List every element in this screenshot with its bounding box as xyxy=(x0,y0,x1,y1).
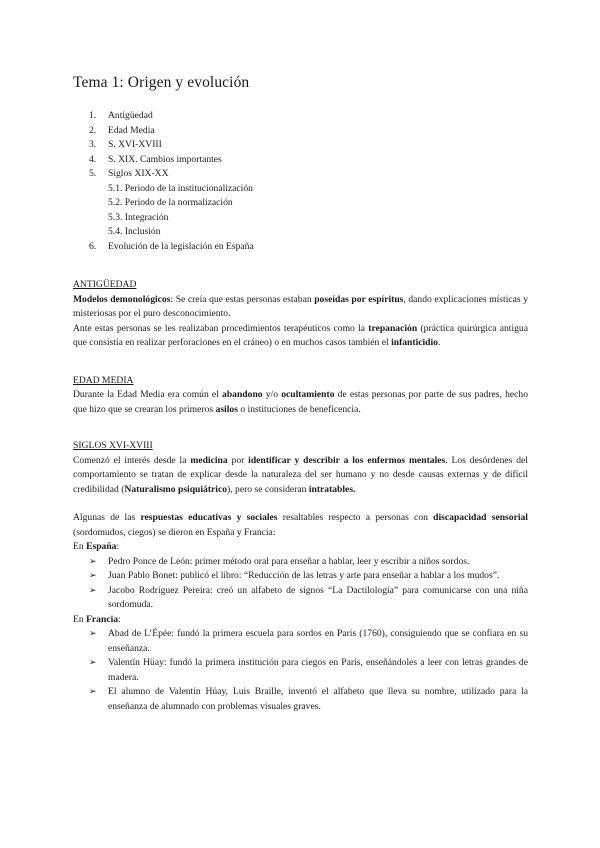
section-siglos-xvi-xviii xyxy=(73,439,528,714)
paragraph: Durante la Edad Media era común el abandono y/o ocultamiento de estas personas por parte de sus padres, hecho que hizo que se crearan los primeros asilos o instituciones de beneficencia. xyxy=(73,389,528,415)
toc-item: 6. Evolución de la legislación en España xyxy=(89,240,254,252)
section-heading: SIGLOS XVI-XVIII xyxy=(73,440,153,451)
toc-subitem: 5.4. Inclusión xyxy=(108,226,161,237)
toc-item: 4. S. XIX. Cambios importantes xyxy=(89,153,222,165)
list-item: ➢ Valentín Hüay: fundó la primera institución para ciegos en París, enseñándoles a leer con letras grandes de madera. xyxy=(89,657,528,683)
document-page xyxy=(73,74,528,714)
section-antiguedad xyxy=(73,278,528,351)
list-item: ➢ Jacobo Rodríguez Pereira: creó un alfabeto de signos “La Dactilología” para comunicarse con una niña sordomuda. xyxy=(89,584,528,610)
section-heading: EDAD MEDIA xyxy=(73,374,134,386)
list-item: ➢ El alumno de Valentín Hüay, Luis Braille, inventó el alfabeto que lleva su nombre, utilizado para la enseñanza de alumnado con problemas visuales graves. xyxy=(89,686,528,712)
espana-list xyxy=(73,555,528,613)
arrow-bullet-icon: ➢ xyxy=(89,629,97,639)
paragraph: Ante estas personas se les realizaban procedimientos terapéuticos como la trepanación (práctica quirúrgica antigua que consistía en realizar perforaciones en el cráneo) o en muchos casos también el infanticidio. xyxy=(73,322,528,348)
section-edad-media xyxy=(73,374,528,418)
toc-subitem: 5.1. Periodo de la institucionalización xyxy=(108,182,253,194)
toc-subitem: 5.2. Periodo de la normalización xyxy=(108,197,233,208)
arrow-bullet-icon: ➢ xyxy=(89,658,97,668)
arrow-bullet-icon: ➢ xyxy=(89,571,97,581)
country-label-francia: En Francia: xyxy=(73,613,121,625)
paragraph: Algunas de las respuestas educativas y sociales resaltables respecto a personas con discapacidad sensorial (sordomudos, ciegos) se dieron en España y Francia: xyxy=(73,512,528,538)
arrow-bullet-icon: ➢ xyxy=(89,585,97,596)
country-label-espana: En España: xyxy=(73,541,120,552)
toc-item: 1. Antigüedad xyxy=(89,110,153,121)
list-item: ➢ Abad de L’Épée: fundó la primera escuela para sordos en París (1760), consiguiendo que se confiara en su enseñanza. xyxy=(89,628,528,654)
toc-item: 2. Edad Media xyxy=(89,124,155,136)
list-item: ➢ Juan Pablo Bonet: publicó el libro: “Reducción de las letras y arte para enseñar a hablar a los mudos”. xyxy=(73,569,528,584)
toc-item: 3. S. XVI-XVIII xyxy=(89,139,162,150)
table-of-contents xyxy=(73,109,528,254)
toc-subitem: 5.3. Integración xyxy=(108,211,169,223)
arrow-bullet-icon: ➢ xyxy=(89,556,97,567)
page-title: Tema 1: Origen y evolución xyxy=(73,74,250,91)
section-heading: ANTIGÜEDAD xyxy=(73,279,137,290)
paragraph: Modelos demonológicos: Se creía que estas personas estaban poseídas por espíritus, dando explicaciones místicas y misteriosas por el puro desconocimiento. xyxy=(73,293,528,319)
list-item: ➢ Pedro Ponce de León: primer método oral para enseñar a hablar, leer y escribir a niños sordos. xyxy=(73,555,528,570)
francia-list xyxy=(73,627,528,714)
arrow-bullet-icon: ➢ xyxy=(89,687,97,697)
toc-item: 5. Siglos XIX-XX xyxy=(89,168,169,179)
paragraph: Comenzó el interés desde la medicina por identificar y describir a los enfermos mentales. Los desórdenes del comportamiento se tratan de explicar desde la naturaleza del ser humano y no desde causas externas y de difícil credibilidad (Naturalismo psiquiátrico), pero se consideran intratables. xyxy=(73,454,528,495)
